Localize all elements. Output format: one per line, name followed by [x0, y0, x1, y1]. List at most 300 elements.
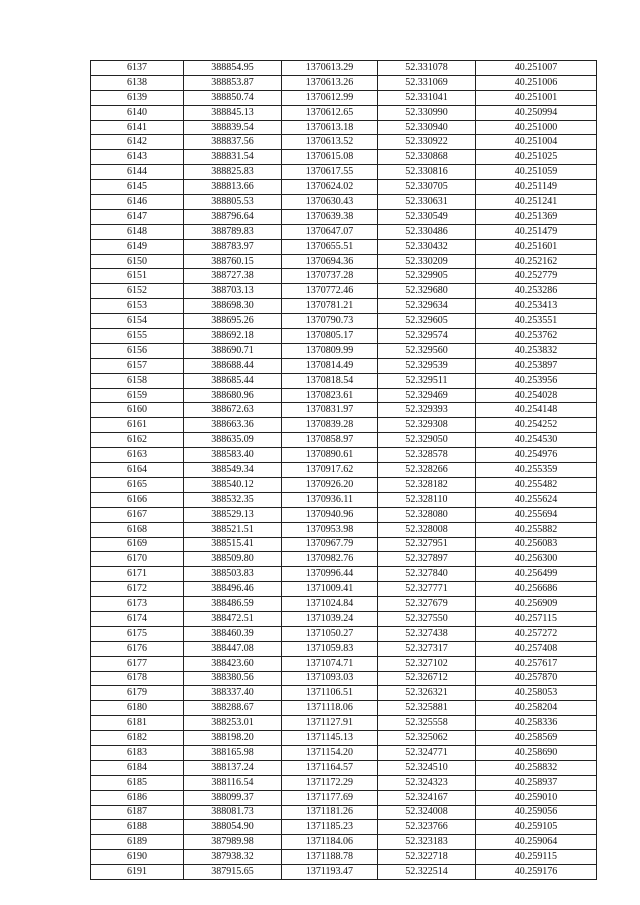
table-row	[91, 299, 597, 314]
point-number-cell: 6190	[91, 850, 184, 865]
latitude-cell: 52.330922	[378, 135, 476, 150]
longitude-cell: 40.251059	[476, 165, 597, 180]
northing-cell: 1371050.27	[282, 626, 378, 641]
longitude-cell: 40.251369	[476, 209, 597, 224]
longitude-cell: 40.251241	[476, 195, 597, 210]
northing-cell: 1370613.18	[282, 120, 378, 135]
northing-cell: 1370839.28	[282, 418, 378, 433]
easting-cell: 388690.71	[184, 343, 282, 358]
longitude-cell: 40.256300	[476, 552, 597, 567]
easting-cell: 388839.54	[184, 120, 282, 135]
northing-cell: 1370790.73	[282, 314, 378, 329]
table-row	[91, 329, 597, 344]
easting-cell: 388854.95	[184, 61, 282, 76]
table-row	[91, 745, 597, 760]
point-number-cell: 6159	[91, 388, 184, 403]
northing-cell: 1370953.98	[282, 522, 378, 537]
northing-cell: 1371145.13	[282, 731, 378, 746]
northing-cell: 1370639.38	[282, 209, 378, 224]
northing-cell: 1370823.61	[282, 388, 378, 403]
table-row	[91, 775, 597, 790]
point-number-cell: 6162	[91, 433, 184, 448]
northing-cell: 1370936.11	[282, 492, 378, 507]
easting-cell: 388423.60	[184, 656, 282, 671]
easting-cell: 388496.46	[184, 582, 282, 597]
table-row	[91, 835, 597, 850]
point-number-cell: 6149	[91, 239, 184, 254]
longitude-cell: 40.253897	[476, 358, 597, 373]
northing-cell: 1370982.76	[282, 552, 378, 567]
point-number-cell: 6146	[91, 195, 184, 210]
northing-cell: 1370655.51	[282, 239, 378, 254]
easting-cell: 388503.83	[184, 567, 282, 582]
northing-cell: 1370858.97	[282, 433, 378, 448]
northing-cell: 1370781.21	[282, 299, 378, 314]
point-number-cell: 6191	[91, 865, 184, 880]
latitude-cell: 52.331069	[378, 75, 476, 90]
latitude-cell: 52.327438	[378, 626, 476, 641]
northing-cell: 1370624.02	[282, 180, 378, 195]
point-number-cell: 6163	[91, 448, 184, 463]
northing-cell: 1370612.99	[282, 90, 378, 105]
point-number-cell: 6155	[91, 329, 184, 344]
point-number-cell: 6145	[91, 180, 184, 195]
point-number-cell: 6147	[91, 209, 184, 224]
point-number-cell: 6165	[91, 477, 184, 492]
easting-cell: 388447.08	[184, 641, 282, 656]
easting-cell: 388663.36	[184, 418, 282, 433]
latitude-cell: 52.330990	[378, 105, 476, 120]
easting-cell: 388688.44	[184, 358, 282, 373]
longitude-cell: 40.251006	[476, 75, 597, 90]
latitude-cell: 52.330868	[378, 150, 476, 165]
point-number-cell: 6141	[91, 120, 184, 135]
easting-cell: 388703.13	[184, 284, 282, 299]
longitude-cell: 40.257272	[476, 626, 597, 641]
longitude-cell: 40.257870	[476, 671, 597, 686]
easting-cell: 388805.53	[184, 195, 282, 210]
point-number-cell: 6143	[91, 150, 184, 165]
northing-cell: 1371154.20	[282, 745, 378, 760]
table-row	[91, 805, 597, 820]
longitude-cell: 40.255359	[476, 463, 597, 478]
table-row	[91, 686, 597, 701]
point-number-cell: 6148	[91, 224, 184, 239]
northing-cell: 1370996.44	[282, 567, 378, 582]
longitude-cell: 40.256499	[476, 567, 597, 582]
northing-cell: 1370772.46	[282, 284, 378, 299]
easting-cell: 387915.65	[184, 865, 282, 880]
easting-cell: 388549.34	[184, 463, 282, 478]
easting-cell: 388825.83	[184, 165, 282, 180]
easting-cell: 387938.32	[184, 850, 282, 865]
latitude-cell: 52.324008	[378, 805, 476, 820]
latitude-cell: 52.325558	[378, 716, 476, 731]
point-number-cell: 6140	[91, 105, 184, 120]
easting-cell: 387989.98	[184, 835, 282, 850]
easting-cell: 388695.26	[184, 314, 282, 329]
point-number-cell: 6139	[91, 90, 184, 105]
latitude-cell: 52.327550	[378, 611, 476, 626]
point-number-cell: 6180	[91, 701, 184, 716]
table-row	[91, 507, 597, 522]
point-number-cell: 6151	[91, 269, 184, 284]
longitude-cell: 40.256083	[476, 537, 597, 552]
table-row	[91, 75, 597, 90]
northing-cell: 1370630.43	[282, 195, 378, 210]
point-number-cell: 6173	[91, 597, 184, 612]
table-row	[91, 254, 597, 269]
table-row	[91, 656, 597, 671]
longitude-cell: 40.250994	[476, 105, 597, 120]
table-row	[91, 284, 597, 299]
table-row	[91, 358, 597, 373]
longitude-cell: 40.259105	[476, 820, 597, 835]
point-number-cell: 6177	[91, 656, 184, 671]
easting-cell: 388698.30	[184, 299, 282, 314]
latitude-cell: 52.327771	[378, 582, 476, 597]
northing-cell: 1371188.78	[282, 850, 378, 865]
latitude-cell: 52.329574	[378, 329, 476, 344]
latitude-cell: 52.327679	[378, 597, 476, 612]
easting-cell: 388813.66	[184, 180, 282, 195]
easting-cell: 388337.40	[184, 686, 282, 701]
latitude-cell: 52.330549	[378, 209, 476, 224]
easting-cell: 388831.54	[184, 150, 282, 165]
longitude-cell: 40.253762	[476, 329, 597, 344]
longitude-cell: 40.257408	[476, 641, 597, 656]
table-row	[91, 388, 597, 403]
longitude-cell: 40.254148	[476, 403, 597, 418]
latitude-cell: 52.323183	[378, 835, 476, 850]
easting-cell: 388837.56	[184, 135, 282, 150]
longitude-cell: 40.253413	[476, 299, 597, 314]
point-number-cell: 6178	[91, 671, 184, 686]
point-number-cell: 6188	[91, 820, 184, 835]
latitude-cell: 52.327951	[378, 537, 476, 552]
easting-cell: 388760.15	[184, 254, 282, 269]
point-number-cell: 6160	[91, 403, 184, 418]
table-row	[91, 343, 597, 358]
longitude-cell: 40.251004	[476, 135, 597, 150]
point-number-cell: 6179	[91, 686, 184, 701]
northing-cell: 1370917.62	[282, 463, 378, 478]
latitude-cell: 52.329393	[378, 403, 476, 418]
table-body	[91, 61, 597, 880]
northing-cell: 1371106.51	[282, 686, 378, 701]
longitude-cell: 40.253286	[476, 284, 597, 299]
northing-cell: 1371185.23	[282, 820, 378, 835]
latitude-cell: 52.329511	[378, 373, 476, 388]
table-row	[91, 567, 597, 582]
northing-cell: 1371184.06	[282, 835, 378, 850]
table-row	[91, 224, 597, 239]
latitude-cell: 52.330209	[378, 254, 476, 269]
point-number-cell: 6185	[91, 775, 184, 790]
table-row	[91, 790, 597, 805]
longitude-cell: 40.255694	[476, 507, 597, 522]
northing-cell: 1370926.20	[282, 477, 378, 492]
table-row	[91, 418, 597, 433]
table-row	[91, 597, 597, 612]
latitude-cell: 52.324510	[378, 760, 476, 775]
latitude-cell: 52.328080	[378, 507, 476, 522]
point-number-cell: 6150	[91, 254, 184, 269]
table-row	[91, 180, 597, 195]
point-number-cell: 6137	[91, 61, 184, 76]
table-row	[91, 61, 597, 76]
latitude-cell: 52.328578	[378, 448, 476, 463]
latitude-cell: 52.322718	[378, 850, 476, 865]
point-number-cell: 6152	[91, 284, 184, 299]
table-row	[91, 90, 597, 105]
northing-cell: 1370737.28	[282, 269, 378, 284]
northing-cell: 1370809.99	[282, 343, 378, 358]
latitude-cell: 52.329605	[378, 314, 476, 329]
longitude-cell: 40.259115	[476, 850, 597, 865]
longitude-cell: 40.258204	[476, 701, 597, 716]
easting-cell: 388783.97	[184, 239, 282, 254]
latitude-cell: 52.325062	[378, 731, 476, 746]
table-row	[91, 626, 597, 641]
table-row	[91, 582, 597, 597]
table-row	[91, 477, 597, 492]
longitude-cell: 40.256909	[476, 597, 597, 612]
latitude-cell: 52.329680	[378, 284, 476, 299]
latitude-cell: 52.327840	[378, 567, 476, 582]
latitude-cell: 52.331041	[378, 90, 476, 105]
longitude-cell: 40.251001	[476, 90, 597, 105]
latitude-cell: 52.327897	[378, 552, 476, 567]
table-row	[91, 269, 597, 284]
easting-cell: 388845.13	[184, 105, 282, 120]
latitude-cell: 52.326321	[378, 686, 476, 701]
latitude-cell: 52.330705	[378, 180, 476, 195]
point-number-cell: 6138	[91, 75, 184, 90]
northing-cell: 1371009.41	[282, 582, 378, 597]
longitude-cell: 40.254530	[476, 433, 597, 448]
northing-cell: 1371074.71	[282, 656, 378, 671]
latitude-cell: 52.329539	[378, 358, 476, 373]
northing-cell: 1370694.36	[282, 254, 378, 269]
easting-cell: 388515.41	[184, 537, 282, 552]
point-number-cell: 6156	[91, 343, 184, 358]
longitude-cell: 40.253956	[476, 373, 597, 388]
longitude-cell: 40.258336	[476, 716, 597, 731]
latitude-cell: 52.329560	[378, 343, 476, 358]
table-row	[91, 195, 597, 210]
latitude-cell: 52.330940	[378, 120, 476, 135]
easting-cell: 388532.35	[184, 492, 282, 507]
longitude-cell: 40.252779	[476, 269, 597, 284]
northing-cell: 1370818.54	[282, 373, 378, 388]
table-row	[91, 463, 597, 478]
longitude-cell: 40.251025	[476, 150, 597, 165]
point-number-cell: 6184	[91, 760, 184, 775]
easting-cell: 388137.24	[184, 760, 282, 775]
latitude-cell: 52.325881	[378, 701, 476, 716]
point-number-cell: 6174	[91, 611, 184, 626]
longitude-cell: 40.259064	[476, 835, 597, 850]
latitude-cell: 52.328182	[378, 477, 476, 492]
latitude-cell: 52.330631	[378, 195, 476, 210]
longitude-cell: 40.254028	[476, 388, 597, 403]
easting-cell: 388796.64	[184, 209, 282, 224]
table-row	[91, 373, 597, 388]
northing-cell: 1370890.61	[282, 448, 378, 463]
table-row	[91, 433, 597, 448]
point-number-cell: 6175	[91, 626, 184, 641]
easting-cell: 388509.80	[184, 552, 282, 567]
table-row	[91, 671, 597, 686]
table-row	[91, 731, 597, 746]
latitude-cell: 52.327317	[378, 641, 476, 656]
table-row	[91, 448, 597, 463]
northing-cell: 1371039.24	[282, 611, 378, 626]
point-number-cell: 6170	[91, 552, 184, 567]
longitude-cell: 40.259056	[476, 805, 597, 820]
easting-cell: 388727.38	[184, 269, 282, 284]
northing-cell: 1370613.52	[282, 135, 378, 150]
point-number-cell: 6142	[91, 135, 184, 150]
latitude-cell: 52.329469	[378, 388, 476, 403]
table-row	[91, 537, 597, 552]
latitude-cell: 52.330816	[378, 165, 476, 180]
easting-cell: 388054.90	[184, 820, 282, 835]
easting-cell: 388635.09	[184, 433, 282, 448]
longitude-cell: 40.258832	[476, 760, 597, 775]
point-number-cell: 6144	[91, 165, 184, 180]
point-number-cell: 6171	[91, 567, 184, 582]
table-row	[91, 239, 597, 254]
table-row	[91, 865, 597, 880]
easting-cell: 388472.51	[184, 611, 282, 626]
longitude-cell: 40.257617	[476, 656, 597, 671]
longitude-cell: 40.251601	[476, 239, 597, 254]
longitude-cell: 40.259176	[476, 865, 597, 880]
table-row	[91, 701, 597, 716]
northing-cell: 1370814.49	[282, 358, 378, 373]
table-row	[91, 150, 597, 165]
table-row	[91, 135, 597, 150]
northing-cell: 1371164.57	[282, 760, 378, 775]
easting-cell: 388672.63	[184, 403, 282, 418]
table-row	[91, 641, 597, 656]
latitude-cell: 52.330432	[378, 239, 476, 254]
longitude-cell: 40.253832	[476, 343, 597, 358]
longitude-cell: 40.252162	[476, 254, 597, 269]
longitude-cell: 40.251149	[476, 180, 597, 195]
latitude-cell: 52.328008	[378, 522, 476, 537]
point-number-cell: 6158	[91, 373, 184, 388]
easting-cell: 388165.98	[184, 745, 282, 760]
latitude-cell: 52.329905	[378, 269, 476, 284]
longitude-cell: 40.256686	[476, 582, 597, 597]
easting-cell: 388789.83	[184, 224, 282, 239]
latitude-cell: 52.329634	[378, 299, 476, 314]
northing-cell: 1371059.83	[282, 641, 378, 656]
easting-cell: 388116.54	[184, 775, 282, 790]
northing-cell: 1371193.47	[282, 865, 378, 880]
latitude-cell: 52.322514	[378, 865, 476, 880]
longitude-cell: 40.255624	[476, 492, 597, 507]
easting-cell: 388099.37	[184, 790, 282, 805]
northing-cell: 1370617.55	[282, 165, 378, 180]
latitude-cell: 52.324323	[378, 775, 476, 790]
longitude-cell: 40.258569	[476, 731, 597, 746]
table-row	[91, 105, 597, 120]
northing-cell: 1370647.07	[282, 224, 378, 239]
easting-cell: 388380.56	[184, 671, 282, 686]
table-row	[91, 120, 597, 135]
point-number-cell: 6182	[91, 731, 184, 746]
table-row	[91, 611, 597, 626]
longitude-cell: 40.258937	[476, 775, 597, 790]
table-row	[91, 209, 597, 224]
longitude-cell: 40.251000	[476, 120, 597, 135]
latitude-cell: 52.329050	[378, 433, 476, 448]
point-number-cell: 6176	[91, 641, 184, 656]
longitude-cell: 40.258053	[476, 686, 597, 701]
latitude-cell: 52.328110	[378, 492, 476, 507]
longitude-cell: 40.255482	[476, 477, 597, 492]
point-number-cell: 6189	[91, 835, 184, 850]
easting-cell: 388692.18	[184, 329, 282, 344]
latitude-cell: 52.324771	[378, 745, 476, 760]
longitude-cell: 40.254976	[476, 448, 597, 463]
longitude-cell: 40.253551	[476, 314, 597, 329]
easting-cell: 388460.39	[184, 626, 282, 641]
northing-cell: 1371127.91	[282, 716, 378, 731]
table-row	[91, 760, 597, 775]
northing-cell: 1371177.69	[282, 790, 378, 805]
northing-cell: 1370967.79	[282, 537, 378, 552]
table-row	[91, 850, 597, 865]
coordinates-table	[90, 60, 597, 880]
latitude-cell: 52.327102	[378, 656, 476, 671]
table-row	[91, 820, 597, 835]
northing-cell: 1370615.08	[282, 150, 378, 165]
easting-cell: 388850.74	[184, 90, 282, 105]
point-number-cell: 6154	[91, 314, 184, 329]
table-row	[91, 552, 597, 567]
point-number-cell: 6166	[91, 492, 184, 507]
northing-cell: 1370940.96	[282, 507, 378, 522]
point-number-cell: 6181	[91, 716, 184, 731]
point-number-cell: 6169	[91, 537, 184, 552]
northing-cell: 1370613.26	[282, 75, 378, 90]
longitude-cell: 40.251007	[476, 61, 597, 76]
longitude-cell: 40.251479	[476, 224, 597, 239]
easting-cell: 388685.44	[184, 373, 282, 388]
northing-cell: 1371118.06	[282, 701, 378, 716]
northing-cell: 1371172.29	[282, 775, 378, 790]
northing-cell: 1371181.26	[282, 805, 378, 820]
latitude-cell: 52.328266	[378, 463, 476, 478]
easting-cell: 388540.12	[184, 477, 282, 492]
table-row	[91, 314, 597, 329]
easting-cell: 388521.51	[184, 522, 282, 537]
longitude-cell: 40.258690	[476, 745, 597, 760]
table-row	[91, 165, 597, 180]
point-number-cell: 6164	[91, 463, 184, 478]
point-number-cell: 6187	[91, 805, 184, 820]
point-number-cell: 6172	[91, 582, 184, 597]
latitude-cell: 52.331078	[378, 61, 476, 76]
easting-cell: 388853.87	[184, 75, 282, 90]
easting-cell: 388081.73	[184, 805, 282, 820]
easting-cell: 388253.01	[184, 716, 282, 731]
